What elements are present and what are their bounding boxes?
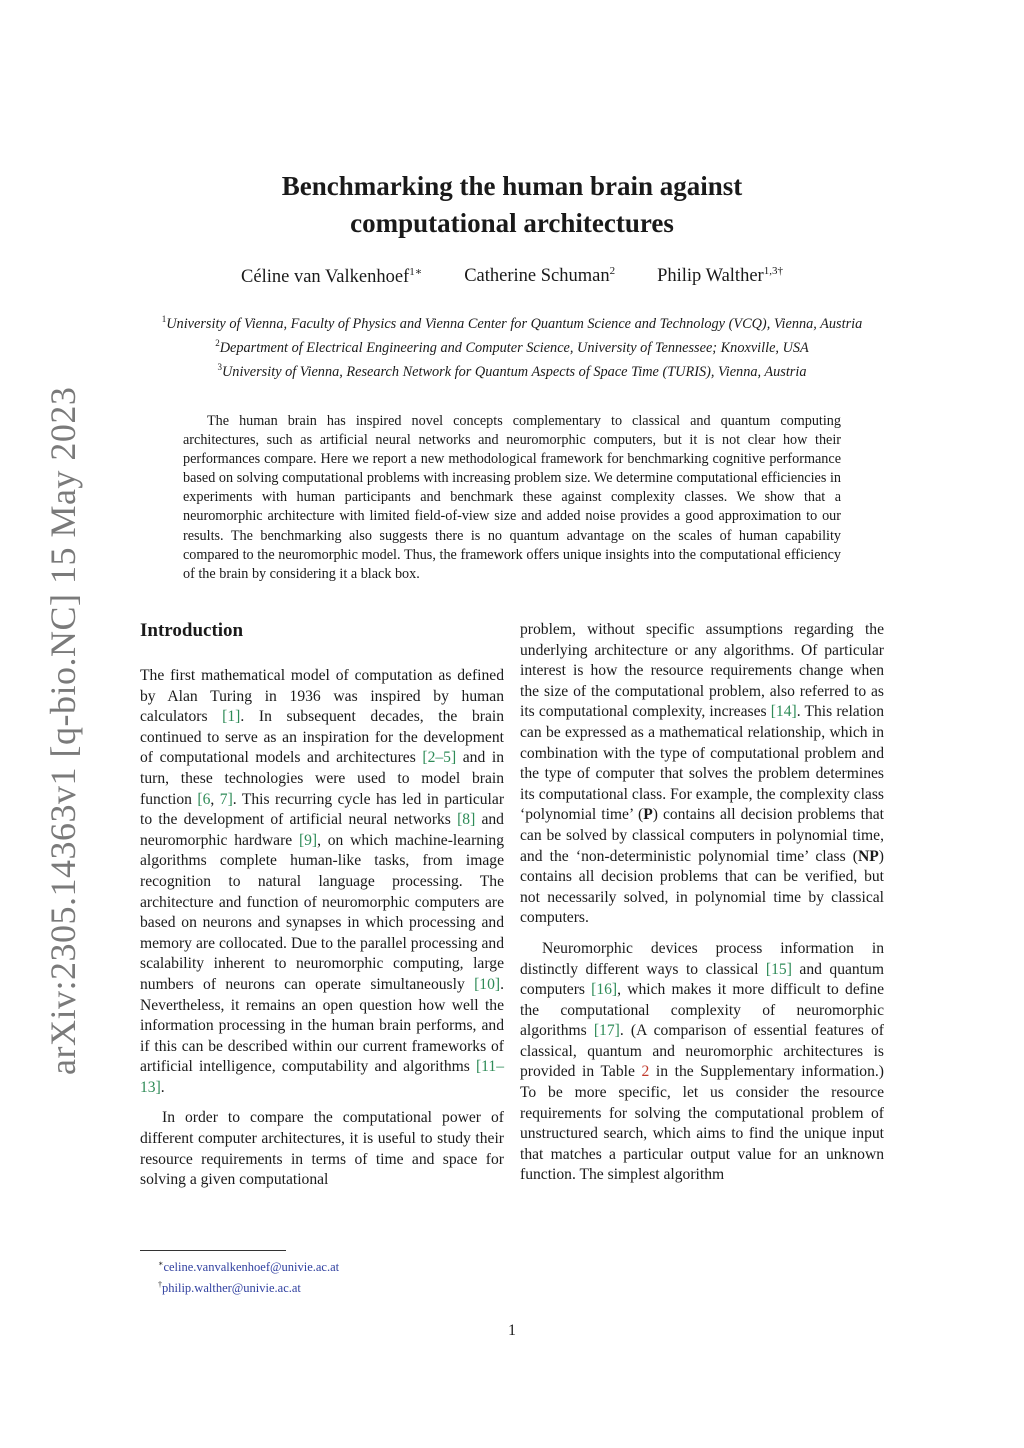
complexity-class-np: NP	[858, 847, 879, 865]
paper-title	[150, 168, 874, 242]
affiliation-mark: 2	[215, 337, 220, 348]
text: . This recurring cycle has led in particular to the development of artificial neural networks	[140, 790, 505, 829]
text: ) contains all decision problems that can be solved by classical computers in polynomial time, and the ‘non-deterministic polynomial time’ class (	[520, 806, 884, 865]
author-2	[464, 265, 615, 288]
text: .	[160, 1078, 165, 1096]
author-1	[241, 265, 422, 288]
affiliation-mark: 1	[161, 314, 167, 324]
section-title: Introduction	[140, 620, 244, 641]
right-column	[520, 620, 884, 1186]
affiliations	[120, 310, 904, 381]
affiliation-2	[120, 334, 904, 358]
affiliation-text: University of Vienna, Research Network for Quantum Aspects of Space Time (TURIS), Vienna, Austria	[221, 363, 807, 380]
complexity-class-p: P	[643, 806, 653, 824]
text: , on which machine-learning algorithms complete human-like tasks, from image recognition to natural language processing. The architecture and function of neuromorphic computers are based on neurons and synapses in which processing and memory are collocated. Due to the parallel processing and scalability inherent to neuromorphic computing, large numbers of neurons can operate simultaneously	[140, 831, 504, 993]
affiliation-text: Department of Electrical Engineering and Computer Science, University of Tennessee; Knoxville, USA	[219, 339, 809, 356]
page-number: 1	[508, 1322, 516, 1339]
citation-link[interactable]: [9]	[298, 831, 318, 849]
paragraph	[520, 620, 884, 929]
email-link[interactable]: philip.walther@univie.ac.at	[162, 1281, 301, 1296]
author-affil-mark: 2	[609, 265, 616, 277]
citation-link[interactable]: [11–13]	[140, 1058, 504, 1096]
affiliation-mark: 3	[217, 361, 222, 372]
citation-link[interactable]: [6	[197, 790, 211, 808]
author-name: Céline van Valkenhoef	[241, 267, 410, 288]
affiliation-text: University of Vienna, Faculty of Physics and Vienna Center for Quantum Science and Technology (VCQ), Vienna, Austria	[166, 315, 863, 332]
paragraph	[520, 939, 884, 1186]
citation-link[interactable]: 7]	[219, 790, 233, 808]
text: and neuromorphic hardware	[140, 811, 504, 849]
author-affil-mark: 1∗	[409, 266, 423, 278]
paragraph: In order to compare the computational power of different computer architectures, it is useful to study their resource requirements in terms of time and space for solving a given computational	[140, 1109, 504, 1189]
footnote-mark: †	[158, 1280, 162, 1290]
citation-link[interactable]: [1]	[222, 708, 241, 726]
text: and quantum computers	[520, 960, 884, 999]
author-affil-mark: 1,3†	[763, 265, 783, 277]
title-line-2: computational architectures	[350, 208, 674, 238]
text: . (A comparison of essential features of classical, quantum and neuromorphic architectures is provided in Table	[520, 1022, 884, 1081]
email-link[interactable]: celine.vanvalkenhoef@univie.ac.at	[163, 1260, 340, 1275]
citation-link[interactable]: [14]	[770, 703, 797, 721]
footnote-2	[158, 1276, 339, 1297]
citation-link[interactable]: [15]	[765, 960, 792, 978]
footnotes	[158, 1255, 339, 1297]
affiliation-3	[120, 358, 904, 382]
affiliation-1	[120, 310, 904, 334]
text: and in turn, these technologies were used to model brain function	[140, 749, 504, 808]
footnote-divider	[140, 1250, 286, 1251]
abstract: The human brain has inspired novel concepts complementary to classical and quantum computing architectures, such as artificial neural networks and neuromorphic computers, but it is not clear how their performances compare. Here we report a new methodological framework for benchmarking cognitive performance based on solving computational problems with increasing problem size. We determine computational efficiencies in experiments with human participants and benchmark these against complexity classes. We show that a neuromorphic architecture with limited field-of-view size and added noise provides a good approximation to our results. The benchmarking also suggests there is no quantum advantage on the scales of human capability compared to the neuromorphic model. Thus, the framework offers unique insights into the computational efficiency of the brain by considering it a black box.	[183, 413, 841, 582]
text: ,	[210, 790, 220, 808]
left-column	[140, 620, 504, 1191]
footnote-mark: ∗	[158, 1259, 164, 1268]
citation-link[interactable]: [16]	[591, 981, 618, 999]
text: . This relation can be expressed as a mathematical relationship, which in combination with the type of computational problem and the type of computer that solves the problem determines its computational class. For example, the complexity class ‘polynomial time’ (	[520, 703, 884, 824]
text: Neuromorphic devices process information in distinctly different ways to classical	[520, 939, 884, 978]
title-line-1: Benchmarking the human brain against	[281, 171, 743, 201]
author-name: Philip Walther	[657, 266, 764, 287]
author-3	[657, 265, 783, 288]
arxiv-identifier-stamp: arXiv:2305.14363v1 [q-bio.NC] 15 May 2023	[43, 386, 83, 1075]
citation-link[interactable]: [17]	[593, 1022, 620, 1040]
text: in the Supplementary information.) To be more specific, let us consider the resource requirements for solving the computational problem of unstructured search, which aims to find the unique input that matches a particular output value for an unknown function. The simplest algorithm	[520, 1063, 884, 1184]
author-name: Catherine Schuman	[464, 266, 610, 287]
author-list	[150, 265, 874, 288]
table-reference-link[interactable]: 2	[641, 1063, 650, 1081]
citation-link[interactable]: [8]	[457, 811, 476, 829]
text: The first mathematical model of computation as defined by Alan Turing in 1936 was inspired by human calculators	[140, 667, 504, 726]
footnote-1	[158, 1255, 339, 1276]
paragraph	[140, 666, 504, 1098]
text: , which makes it more difficult to define the computational complexity of neuromorphic algorithms	[520, 981, 884, 1040]
text: . Nevertheless, it remains an open question how well the information processing in the human brain performs, and if this can be described within our current frameworks of artificial intelligence, computability and algorithms	[140, 975, 504, 1076]
citation-link[interactable]: [10]	[474, 975, 501, 993]
text: ) contains all decision problems that can be verified, but not necessarily solved, in polynomial time by classical computers.	[520, 847, 884, 927]
text: problem, without specific assumptions regarding the underlying architecture or any algorithms. Of particular interest is how the resource requirements change when the size of the computational problem, also referred to as its computational complexity, increases	[520, 621, 884, 721]
citation-link[interactable]: [2–5]	[422, 749, 457, 767]
text: . In subsequent decades, the brain continued to serve as an inspiration for the development of computational models and architectures	[140, 708, 505, 767]
